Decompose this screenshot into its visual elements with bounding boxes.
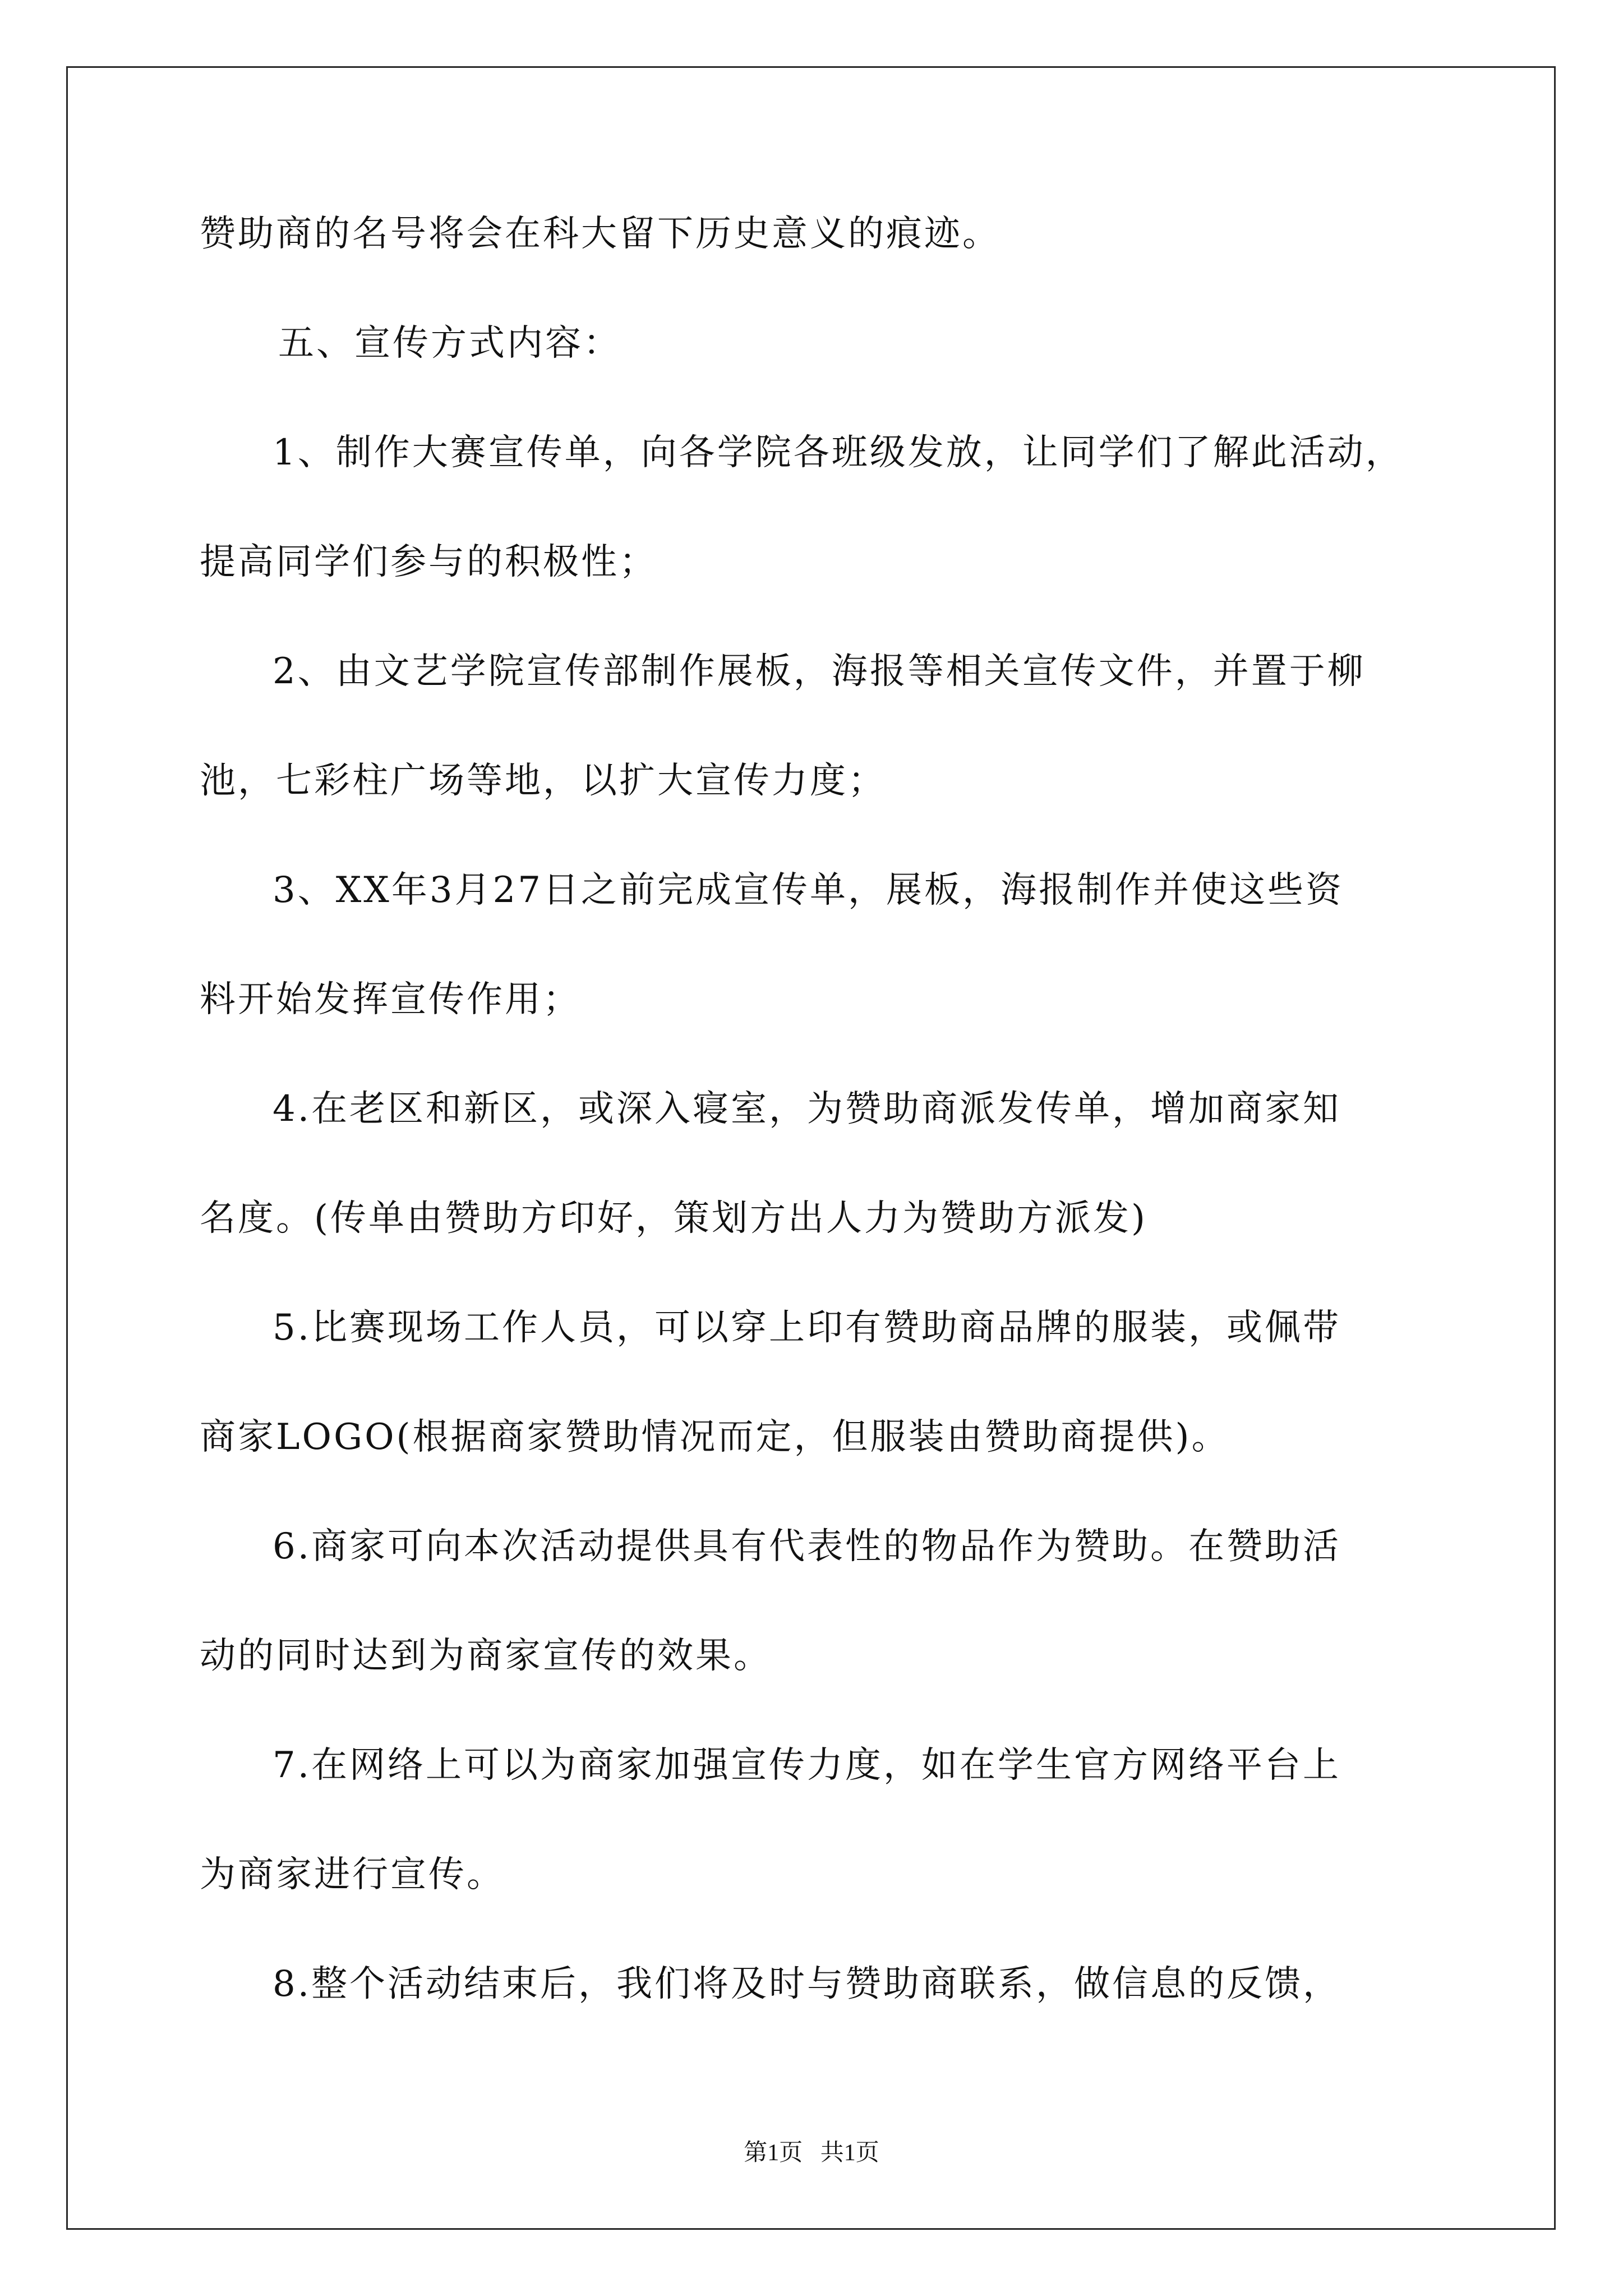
text-line: 池，七彩柱广场等地，以扩大宣传力度；: [200, 760, 886, 802]
page-number: 第1页 共1页: [744, 2140, 879, 2166]
text-line: 提高同学们参与的积极性；: [200, 541, 657, 583]
text-line: 商家LOGO(根据商家赞助情况而定，但服装由赞助商提供)。: [200, 1416, 1230, 1458]
text-line: 为商家进行宣传。: [200, 1854, 505, 1895]
text-line: 料开始发挥宣传作用；: [200, 979, 581, 1020]
list-item-5: 5.比赛现场工作人员，可以穿上印有赞助商品牌的服装，或佩带: [273, 1307, 1341, 1349]
list-item-4: 4.在老区和新区，或深入寝室，为赞助商派发传单，增加商家知: [273, 1088, 1341, 1130]
list-item-3: 3、XX年3月27日之前完成宣传单，展板，海报制作并使这些资: [273, 869, 1344, 911]
text-line: 动的同时达到为商家宣传的效果。: [200, 1635, 772, 1677]
section-heading: 五、宣传方式内容：: [278, 323, 621, 364]
text-line: 赞助商的名号将会在科大留下历史意义的痕迹。: [200, 213, 1000, 255]
page-border: [66, 66, 1556, 2230]
text-line: 名度。(传单由赞助方印好，策划方出人力为赞助方派发): [200, 1198, 1147, 1239]
list-item-2: 2、由文艺学院宣传部制作展板，海报等相关宣传文件，并置于柳: [273, 651, 1366, 692]
list-item-7: 7.在网络上可以为商家加强宣传力度，如在学生官方网络平台上: [273, 1745, 1341, 1786]
list-item-8: 8.整个活动结束后，我们将及时与赞助商联系，做信息的反馈，: [273, 1963, 1341, 2005]
list-item-6: 6.商家可向本次活动提供具有代表性的物品作为赞助。在赞助活: [273, 1526, 1341, 1567]
list-item-1: 1、制作大赛宣传单，向各学院各班级发放，让同学们了解此活动，: [273, 432, 1404, 473]
